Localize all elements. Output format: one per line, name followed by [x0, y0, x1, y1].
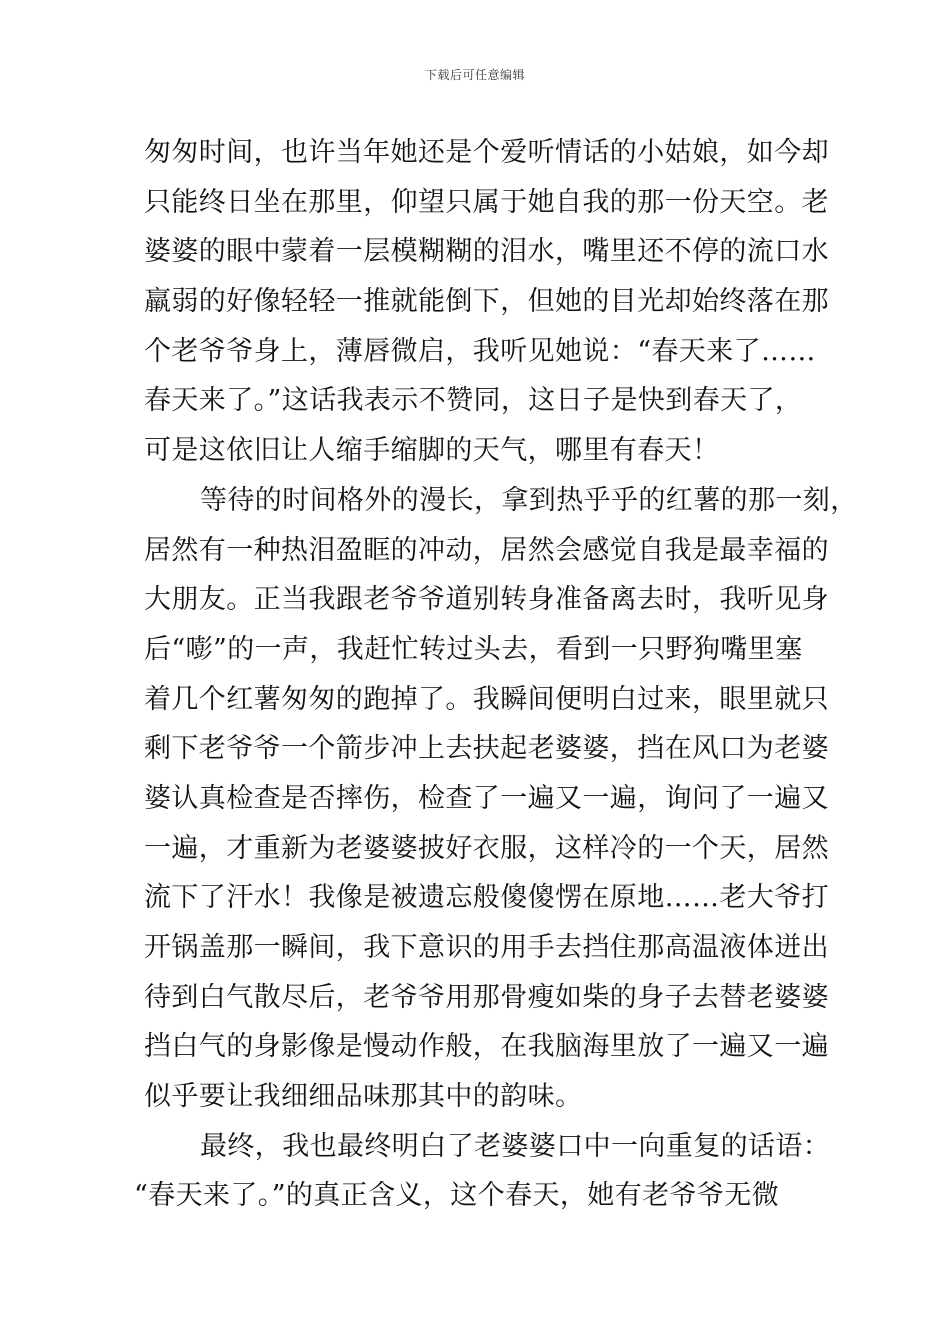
text-line: 婆婆的眼中蒙着一层模糊糊的泪水，嘴里还不停的流口水 [144, 236, 829, 268]
text-line: 个老爷爷身上，薄唇微启，我听见她说：“春天来了…… [144, 335, 816, 367]
text-line: 一遍，才重新为老婆婆披好衣服，这样冷的一个天，居然 [144, 832, 829, 864]
text-line: 着几个红薯匆匆的跑掉了。我瞬间便明白过来，眼里就只 [144, 683, 829, 715]
text-line: 剩下老爷爷一个箭步冲上去扶起老婆婆，挡在风口为老婆 [144, 733, 829, 765]
text-line: 可是这依旧让人缩手缩脚的天气，哪里有春天！ [144, 435, 720, 467]
text-line: 流下了汗水！我像是被遗忘般傻傻愣在原地……老大爷打 [144, 882, 829, 914]
paragraph-start-line: 最终，我也最终明白了老婆婆口中一向重复的话语： [200, 1130, 831, 1162]
text-line: 羸弱的好像轻轻一推就能倒下，但她的目光却始终落在那 [144, 286, 829, 318]
paragraph-start-line: 等待的时间格外的漫长，拿到热乎乎的红薯的那一刻， [200, 484, 858, 516]
text-line: 婆认真检查是否摔伤，检查了一遍又一遍，询问了一遍又 [144, 782, 829, 814]
text-line: 似乎要让我细细品味那其中的韵味。 [144, 1081, 583, 1113]
text-line: 匆匆时间，也许当年她还是个爱听情话的小姑娘，如今却 [144, 137, 829, 168]
text-line: 待到白气散尽后，老爷爷用那骨瘦如柴的身子去替老婆婆 [144, 981, 829, 1013]
page-header: 下载后可任意编辑 [424, 68, 525, 82]
text-line: 开锅盖那一瞬间，我下意识的用手去挡住那高温液体迸出 [144, 932, 829, 963]
text-line: 只能终日坐在那里，仰望只属于她自我的那一份天空。老 [144, 186, 829, 218]
text-line: 大朋友。正当我跟老爷爷道别转身准备离去时，我听见身 [144, 584, 829, 616]
text-line: 春天来了。”这话我表示不赞同，这日子是快到春天了， [144, 385, 803, 417]
text-line: 后“嘭”的一声，我赶忙转过头去，看到一只野狗嘴里塞 [144, 633, 803, 665]
text-line: 挡白气的身影像是慢动作般，在我脑海里放了一遍又一遍 [144, 1031, 829, 1063]
text-line: 居然有一种热泪盈眶的冲动，居然会感觉自我是最幸福的 [144, 534, 829, 566]
body-text [134, 128, 858, 1221]
text-line: “春天来了。”的真正含义，这个春天，她有老爷爷无微 [134, 1180, 780, 1212]
